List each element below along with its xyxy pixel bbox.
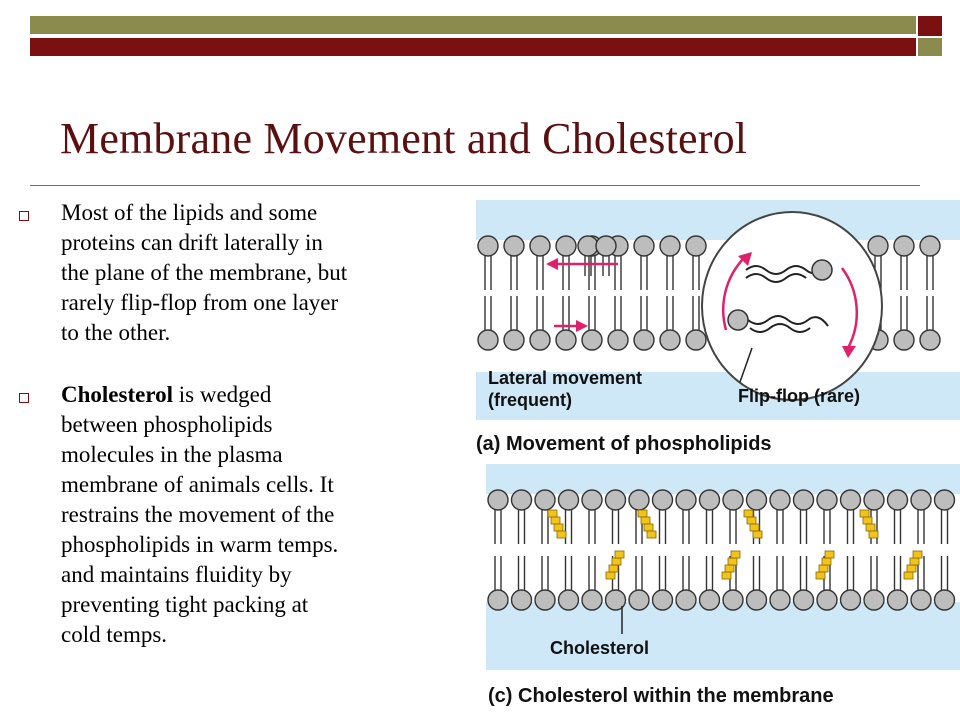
phospholipid-movement-figure: [476, 198, 960, 463]
maroon-stripe: [30, 38, 916, 56]
bullet-text: Cholesterol is wedged between phospholipids molecules in the plasma membrane of animals cells. It restrains the movement of the phospholipids in warm temps. and maintains fluidity by preventing tight packing at cold temps.: [61, 382, 339, 647]
figure-c-caption: (c) Cholesterol within the membrane: [488, 685, 834, 707]
square-bullet-icon: [19, 211, 29, 221]
flip-flop-circle: [702, 212, 882, 400]
square-bullet-icon: [19, 393, 29, 403]
title-divider: [30, 185, 920, 186]
olive-square: [918, 38, 942, 56]
decorative-top-bar: [0, 0, 960, 60]
lateral-movement-label: Lateral movement: [488, 368, 643, 388]
bullet-text: Most of the lipids and some proteins can drift laterally in the plane of the membrane, but rarely flip-flop from one layer to the other.: [61, 200, 348, 345]
olive-stripe: [30, 16, 916, 34]
figure-a-caption: (a) Movement of phospholipids: [476, 433, 772, 455]
maroon-square: [918, 16, 942, 36]
cholesterol-label: Cholesterol: [550, 638, 650, 658]
lateral-frequency-label: (frequent): [488, 390, 572, 410]
cholesterol-membrane-figure: [486, 464, 960, 720]
flip-flop-label: Flip-flop (rare): [738, 386, 860, 406]
slide-title: Membrane Movement and Cholesterol: [60, 114, 748, 163]
